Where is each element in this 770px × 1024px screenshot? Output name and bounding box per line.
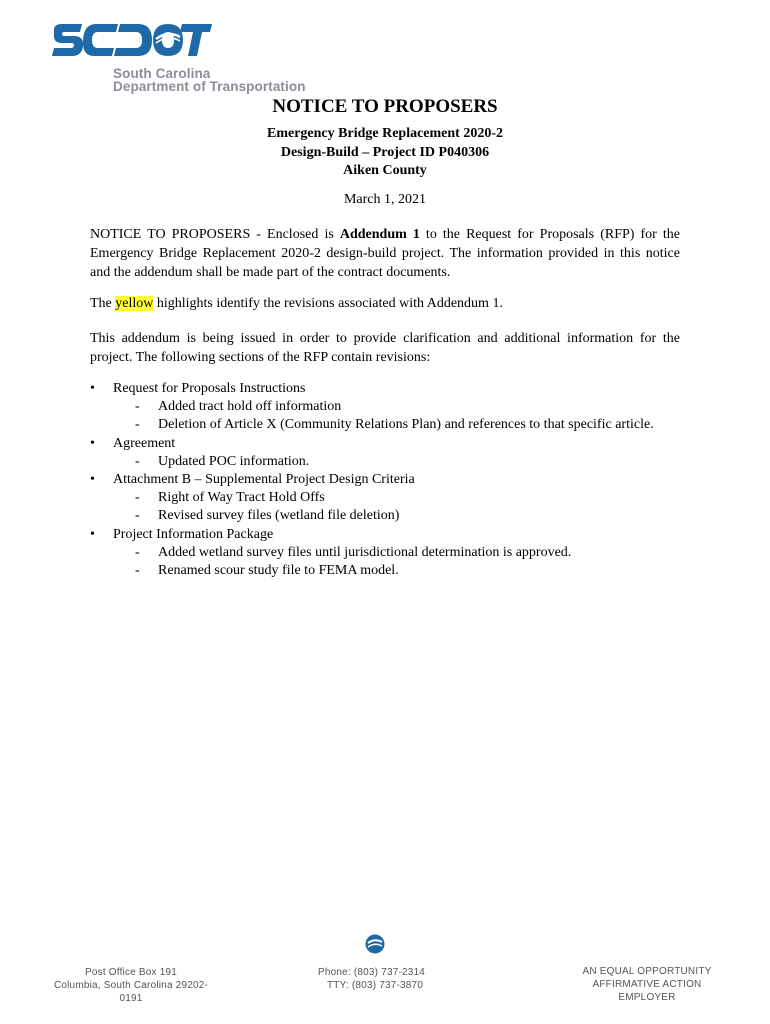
sub-list-item <box>90 489 690 507</box>
project-name: Emergency Bridge Replacement 2020-2 <box>267 126 503 141</box>
highlight-note-start: The <box>90 296 116 311</box>
intro-text-end: to the Request for Proposals (RFP) for the Emergency Bridge Replacement 2020-2 design-build project. The information provided in this notice and the addendum shall be made part of the contract documents. <box>90 227 681 280</box>
highlight-note <box>90 294 680 313</box>
intro-text-start: NOTICE TO PROPOSERS - Enclosed is <box>90 227 340 242</box>
sub-list-item <box>90 416 690 434</box>
footer-contact <box>318 966 438 992</box>
notice-date: March 1, 2021 <box>343 192 427 207</box>
list-item <box>90 435 690 453</box>
sub-list-item <box>90 453 690 471</box>
footer-address-line1: Post Office Box 191 <box>85 967 177 978</box>
footer-address <box>46 966 216 1005</box>
section-title: Agreement <box>113 435 176 451</box>
list-item <box>90 526 690 544</box>
dash-icon: - <box>135 508 140 524</box>
footer-emblem-icon <box>365 934 385 959</box>
footer-eeo-statement <box>566 965 728 1004</box>
revision-text: Right of Way Tract Hold Offs <box>158 490 325 506</box>
bullet-icon: • <box>90 526 95 542</box>
revision-intro-paragraph: This addendum is being issued in order to provide clarification and additional information for the project. The following sections of the RFP contain revisions: <box>90 331 680 365</box>
revision-text: Updated POC information. <box>158 453 310 469</box>
addendum-label: Addendum 1 <box>339 227 420 242</box>
intro-paragraph <box>90 225 680 282</box>
revision-text: Revised survey files (wetland file deletion) <box>158 508 400 524</box>
bullet-icon: • <box>90 381 95 396</box>
dash-icon: - <box>135 490 140 506</box>
footer-phone: Phone: (803) 737-2314 <box>318 967 426 978</box>
footer-eeo-line2: AFFIRMATIVE ACTION EMPLOYER <box>592 979 702 1003</box>
list-item <box>90 471 690 489</box>
scdot-wordmark <box>52 22 212 64</box>
highlight-note-end: highlights identify the revisions associated with Addendum 1. <box>153 296 503 311</box>
revision-text: Added wetland survey files until jurisdictional determination is approved. <box>158 544 572 560</box>
document-title: NOTICE TO PROPOSERS <box>272 96 498 117</box>
revision-text: Renamed scour study file to FEMA model. <box>158 563 399 579</box>
logo-department-name: Department of Transportation <box>113 79 306 94</box>
sub-list-item <box>90 507 690 525</box>
sub-list-item <box>90 398 690 416</box>
section-title: Attachment B – Supplemental Project Design Criteria <box>113 472 415 488</box>
dash-icon: - <box>135 417 140 433</box>
dash-icon: - <box>135 563 140 579</box>
dash-icon: - <box>135 399 140 415</box>
sub-list-item <box>90 544 690 562</box>
revision-text: Deletion of Article X (Community Relations Plan) and references to that specific article. <box>158 417 654 433</box>
logo-state-name: South Carolina <box>113 66 211 81</box>
section-title: Project Information Package <box>113 526 274 542</box>
footer-address-line2: Columbia, South Carolina 29202-0191 <box>53 980 209 1004</box>
footer-tty: TTY: (803) 737-3870 <box>327 980 424 991</box>
scdot-logo <box>52 22 322 94</box>
highlighted-word: yellow <box>115 296 154 311</box>
revision-text: Added tract hold off information <box>158 399 342 415</box>
project-id: Design-Build – Project ID P040306 <box>280 145 490 160</box>
dash-icon: - <box>135 453 140 469</box>
footer-eeo-line1: AN EQUAL OPPORTUNITY <box>582 966 712 977</box>
dash-icon: - <box>135 544 140 560</box>
project-county: Aiken County <box>343 163 427 178</box>
sub-list-item <box>90 562 690 580</box>
bullet-icon: • <box>90 472 95 488</box>
revision-list <box>90 380 690 580</box>
list-item <box>90 380 690 398</box>
bullet-icon: • <box>90 435 95 451</box>
section-title: Request for Proposals Instructions <box>113 381 306 396</box>
